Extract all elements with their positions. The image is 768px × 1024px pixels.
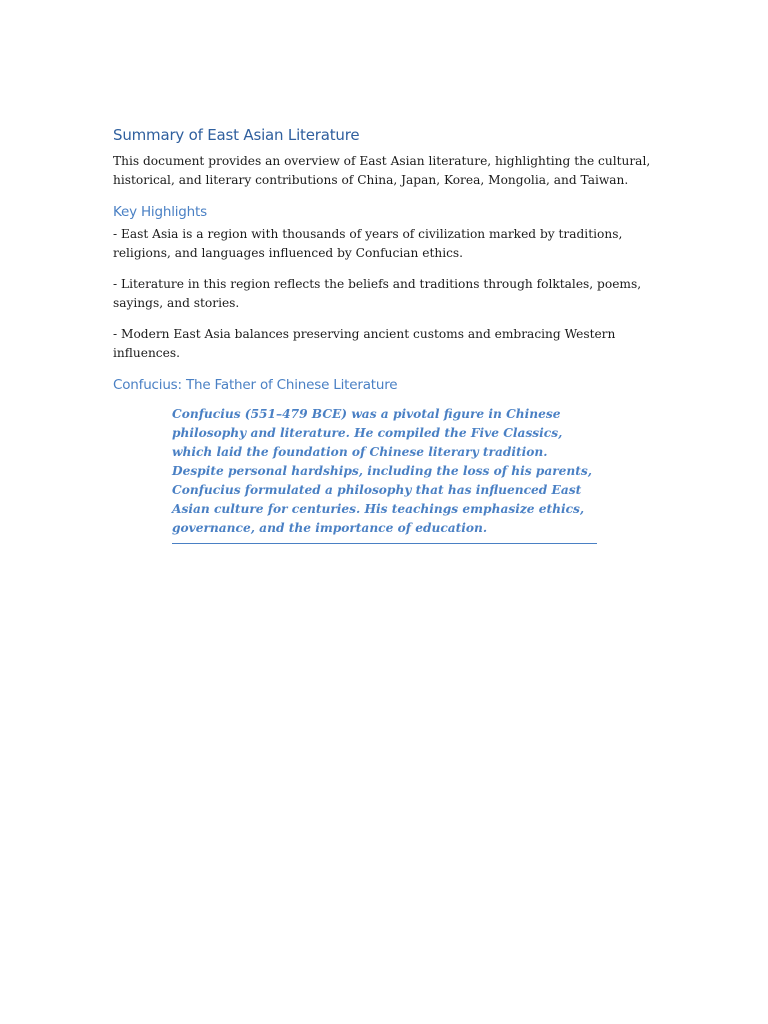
intro-paragraph: This document provides an overview of East Asian literature, highlighting the cultural, historical, and literary contributions of China, Japan, Korea, Mongolia, and Taiwan.: [113, 154, 651, 187]
highlight-item: - Literature in this region reflects the beliefs and traditions through folktales, poems, sayings, and stories.: [113, 277, 642, 310]
document-title: Summary of East Asian Literature: [113, 126, 360, 144]
confucius-heading: Confucius: The Father of Chinese Literature: [113, 377, 398, 393]
document-content: [113, 124, 658, 544]
highlight-item: - East Asia is a region with thousands of years of civilization marked by traditions, religions, and languages influenced by Confucian ethics.: [113, 227, 623, 260]
confucius-quote: Confucius (551–479 BCE) was a pivotal figure in Chinese philosophy and literature. He compiled the Five Classics, which laid the foundation of Chinese literary tradition. Despite personal hardships, including the loss of his parents, Confucius formulated a philosophy that has influenced East Asian culture for centuries. His teachings emphasize ethics, governance, and the importance of education.: [172, 405, 597, 544]
key-highlights-heading: Key Highlights: [113, 204, 207, 220]
highlight-item: - Modern East Asia balances preserving ancient customs and embracing Western influences.: [113, 327, 616, 360]
